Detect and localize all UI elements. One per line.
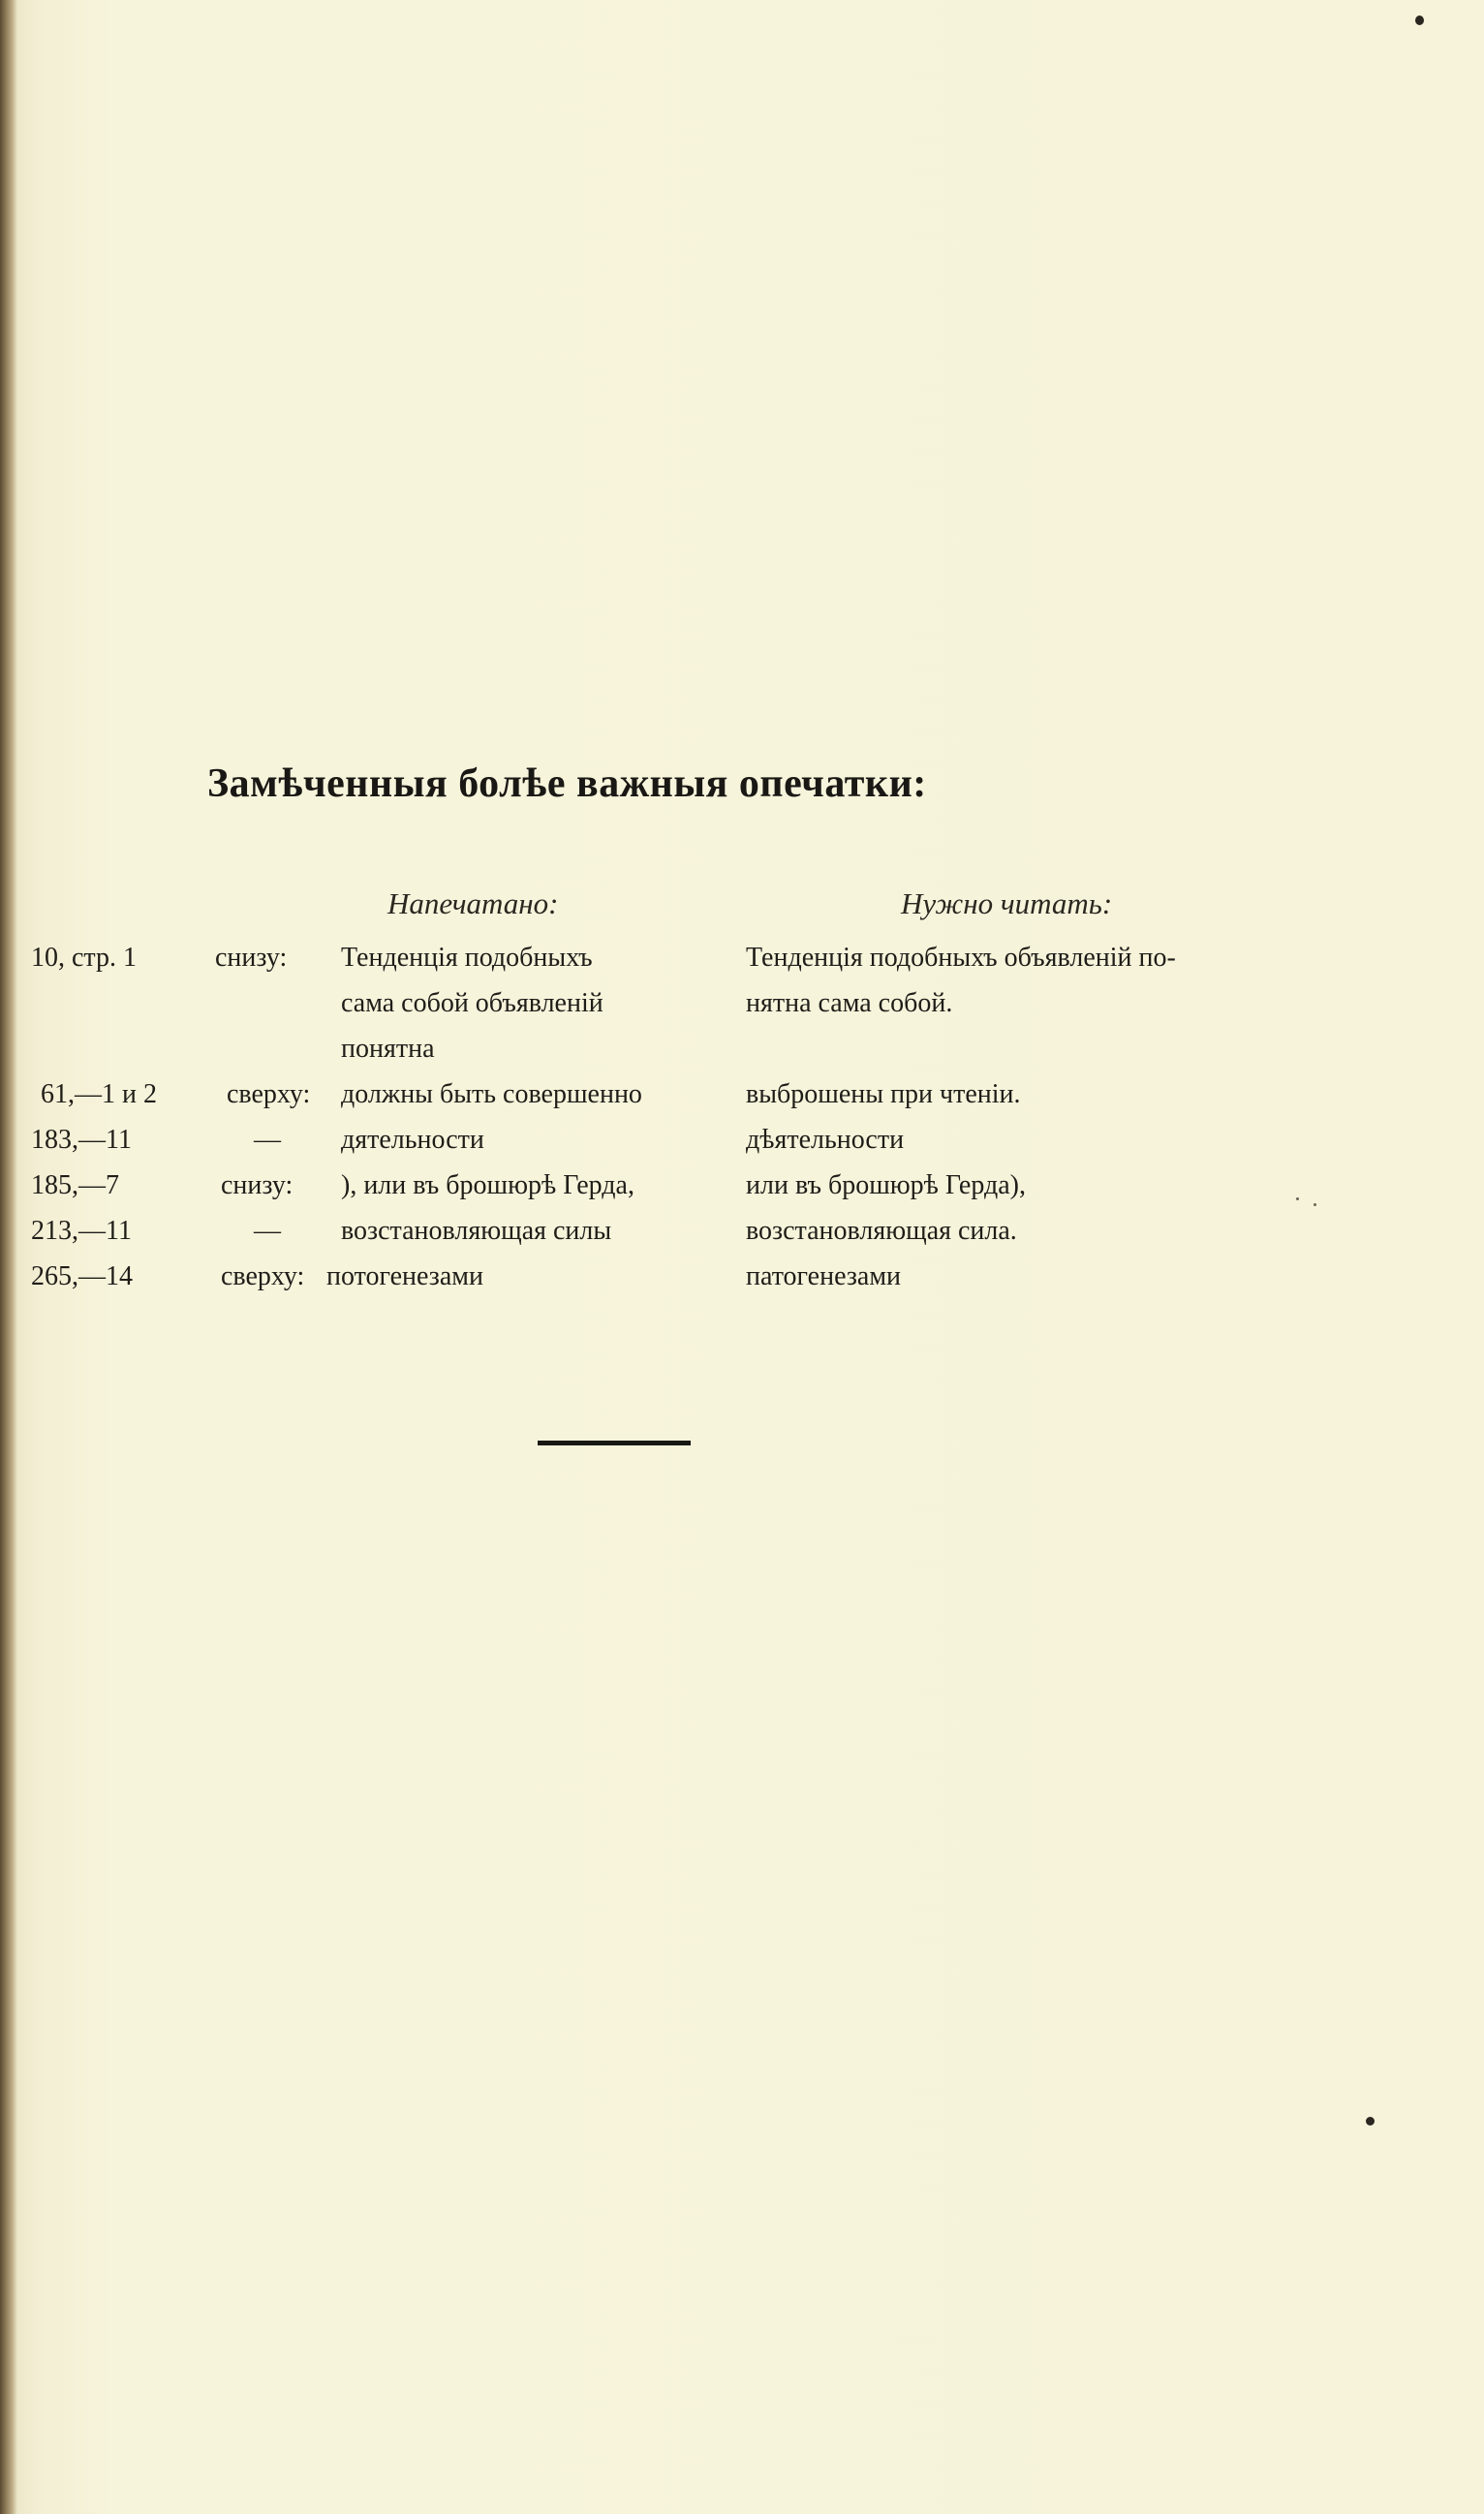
- correct-line: возстановляющая сила.: [746, 1216, 1017, 1246]
- errata-row: [0, 935, 1356, 1071]
- page-ref: 61,—1 и 2: [41, 1079, 157, 1109]
- printed-line: понятна: [341, 1034, 435, 1064]
- printed-text: [341, 935, 603, 1071]
- column-header-printed: Напечатано:: [387, 886, 559, 920]
- correct-line: дѣятельности: [746, 1125, 905, 1155]
- printed-line: сама собой объявленій: [341, 988, 603, 1018]
- correct-line: нятна сама собой.: [746, 988, 953, 1018]
- position: —: [254, 1125, 281, 1155]
- correct-line: Тенденція подобныхъ объявленій по-: [746, 943, 1176, 973]
- column-header-correct: Нужно читать:: [901, 886, 1113, 920]
- correct-line: или въ брошюрѣ Герда),: [746, 1170, 1026, 1200]
- paper-speck: [1296, 1197, 1299, 1200]
- errata-row: [0, 1254, 1356, 1299]
- errata-row: [0, 1163, 1356, 1208]
- errata-row: [0, 1208, 1356, 1254]
- correct-text: [746, 1254, 901, 1299]
- paper-speck: [1314, 1203, 1316, 1206]
- page-ref: 185,—7: [31, 1170, 119, 1200]
- section-rule: [538, 1441, 691, 1445]
- page-ref: 213,—11: [31, 1216, 132, 1246]
- correct-text: [746, 935, 1176, 1026]
- position: снизу:: [215, 943, 288, 973]
- page-ref: 10, стр. 1: [31, 943, 138, 973]
- printed-text: [326, 1254, 483, 1299]
- printed-line: ), или въ брошюрѣ Герда,: [341, 1170, 634, 1200]
- correct-line: выброшены при чтеніи.: [746, 1079, 1021, 1109]
- errata-row: [0, 1071, 1356, 1117]
- printed-text: [341, 1208, 611, 1254]
- page-ref: 265,—14: [31, 1261, 133, 1291]
- position: сверху:: [221, 1261, 305, 1291]
- printed-line: должны быть совершенно: [341, 1079, 642, 1109]
- correct-text: [746, 1117, 904, 1163]
- printed-line: возстановляющая силы: [341, 1216, 612, 1246]
- printed-line: дятельности: [341, 1125, 484, 1155]
- position: —: [254, 1216, 281, 1246]
- paper-speck: [1415, 16, 1424, 25]
- correct-text: [746, 1208, 1017, 1254]
- printed-text: [341, 1071, 642, 1117]
- page-ref: 183,—11: [31, 1125, 132, 1155]
- errata-table: [0, 935, 1356, 1299]
- correct-text: [746, 1071, 1021, 1117]
- correct-text: [746, 1163, 1026, 1208]
- correct-line: патогенезами: [746, 1261, 902, 1291]
- position: снизу:: [221, 1170, 294, 1200]
- errata-title: Замѣченныя болѣе важныя опечатки:: [207, 761, 927, 806]
- errata-row: [0, 1117, 1356, 1163]
- printed-line: Тенденція подобныхъ: [341, 943, 593, 973]
- printed-text: [341, 1117, 484, 1163]
- printed-text: [341, 1163, 634, 1208]
- position: сверху:: [227, 1079, 311, 1109]
- paper-speck: [1366, 2117, 1375, 2126]
- printed-line: потогенезами: [326, 1261, 483, 1291]
